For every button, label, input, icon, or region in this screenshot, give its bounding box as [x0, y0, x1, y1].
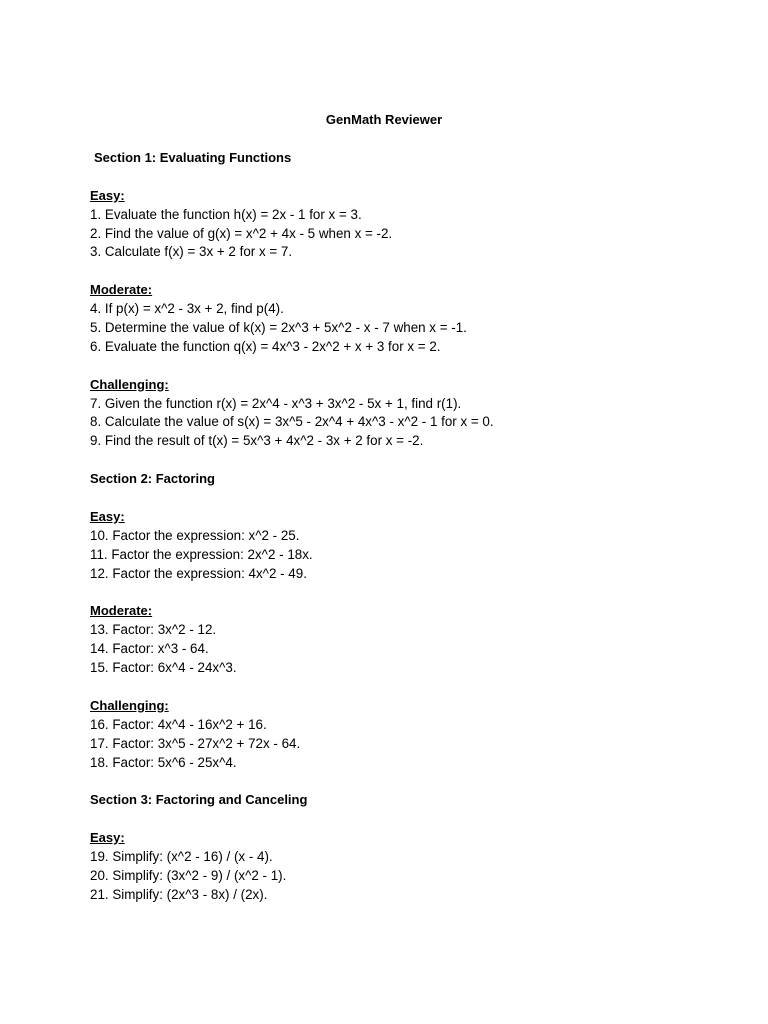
question-item: 8. Calculate the value of s(x) = 3x^5 - 2x^4 + 4x^3 - x^2 - 1 for x = 0.	[90, 414, 494, 430]
difficulty-label: Easy:	[90, 508, 125, 524]
spacer	[90, 489, 730, 508]
question-item: 20. Simplify: (3x^2 - 9) / (x^2 - 1).	[90, 867, 287, 883]
question-item: 7. Given the function r(x) = 2x^4 - x^3 + 3x^2 - 5x + 1, find r(1).	[90, 395, 462, 411]
question-item: 3. Calculate f(x) = 3x + 2 for x = 7.	[90, 244, 293, 260]
spacer	[90, 262, 730, 281]
spacer	[90, 678, 730, 697]
question-item: 11. Factor the expression: 2x^2 - 18x.	[90, 546, 313, 562]
question-item: 10. Factor the expression: x^2 - 25.	[90, 527, 300, 543]
difficulty-label: Easy:	[90, 830, 125, 846]
question-item: 17. Factor: 3x^5 - 27x^2 + 72x - 64.	[90, 735, 301, 751]
question-item: 6. Evaluate the function q(x) = 4x^3 - 2x^2 + x + 3 for x = 2.	[90, 338, 441, 354]
question-item: 1. Evaluate the function h(x) = 2x - 1 for x = 3.	[90, 206, 362, 222]
spacer	[90, 357, 730, 376]
question-item: 16. Factor: 4x^4 - 16x^2 + 16.	[90, 716, 267, 732]
document-title: GenMath Reviewer	[325, 112, 443, 127]
difficulty-label: Moderate:	[90, 282, 153, 298]
spacer	[90, 583, 730, 602]
spacer	[90, 451, 730, 470]
section-heading: Section 2: Factoring	[90, 471, 215, 487]
difficulty-label: Challenging:	[90, 697, 169, 713]
question-item: 13. Factor: 3x^2 - 12.	[90, 622, 217, 638]
section-heading: Section 1: Evaluating Functions	[94, 150, 292, 165]
spacer	[90, 168, 730, 187]
question-item: 4. If p(x) = x^2 - 3x + 2, find p(4).	[90, 301, 284, 317]
question-item: 2. Find the value of g(x) = x^2 + 4x - 5 when x = -2.	[90, 225, 393, 241]
question-item: 18. Factor: 5x^6 - 25x^4.	[90, 754, 237, 770]
spacer	[90, 772, 730, 791]
question-item: 21. Simplify: (2x^3 - 8x) / (2x).	[90, 886, 268, 902]
difficulty-label: Easy:	[90, 187, 125, 203]
document-body	[90, 149, 730, 905]
question-item: 9. Find the result of t(x) = 5x^3 + 4x^2 - 3x + 2 for x = -2.	[90, 433, 424, 449]
question-item: 14. Factor: x^3 - 64.	[90, 641, 209, 657]
question-item: 12. Factor the expression: 4x^2 - 49.	[90, 565, 307, 581]
question-item: 15. Factor: 6x^4 - 24x^3.	[90, 660, 237, 676]
section-heading: Section 3: Factoring and Canceling	[90, 792, 308, 808]
difficulty-label: Challenging:	[90, 376, 169, 392]
question-item: 5. Determine the value of k(x) = 2x^3 + 5x^2 - x - 7 when x = -1.	[90, 320, 467, 336]
question-item: 19. Simplify: (x^2 - 16) / (x - 4).	[90, 848, 273, 864]
spacer	[90, 810, 730, 829]
difficulty-label: Moderate:	[90, 603, 153, 619]
